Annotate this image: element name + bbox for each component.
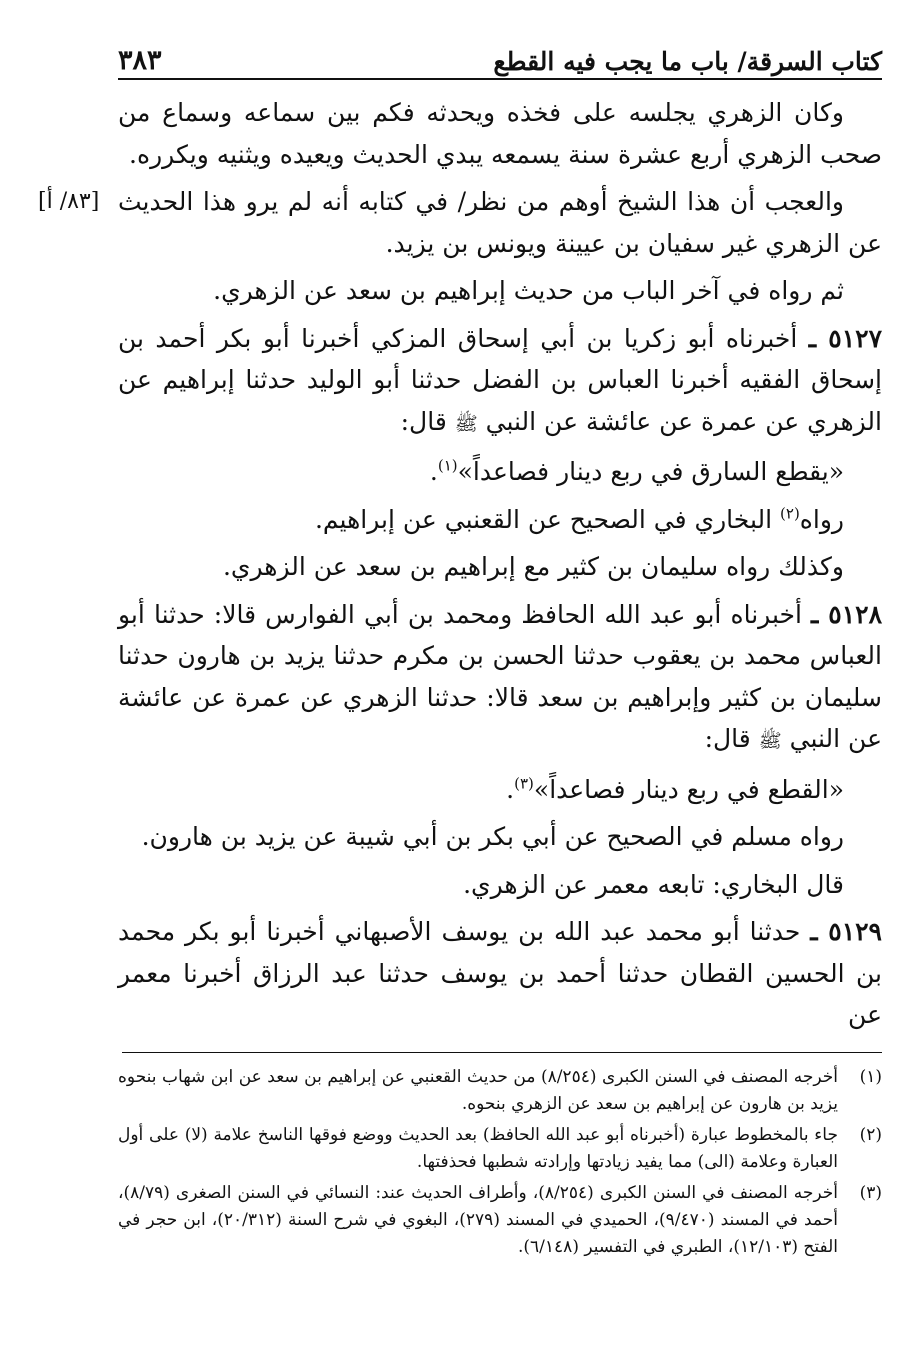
hadith-number: ٥١٢٧ ـ: [808, 323, 882, 353]
paragraph-text: وكذلك رواه سليمان بن كثير مع إبراهيم بن سعد عن الزهري.: [222, 552, 844, 581]
paragraph: [118, 499, 882, 541]
paragraph-text: والعجب أن هذا الشيخ أوهم من نظر/ في كتابه أنه لم يرو هذا الحديث عن الزهري غير سفيان بن عيينة ويونس بن يزيد.: [118, 187, 882, 258]
paragraph: [118, 546, 882, 588]
hadith-quote: [118, 769, 882, 811]
paragraph-text: ثم رواه في آخر الباب من حديث إبراهيم بن سعد عن الزهري.: [213, 276, 844, 305]
quote-text: «القطع في ربع دينار فصاعداً»: [533, 774, 844, 804]
footnote-label: (١): [859, 1067, 882, 1087]
footnote: [118, 1122, 882, 1176]
footnote-rule: [122, 1052, 882, 1053]
paragraph-text: رواه مسلم في الصحيح عن أبي بكر بن أبي شيبة عن يزيد بن هارون.: [141, 822, 844, 851]
page-header: [118, 34, 882, 74]
hadith-5127: [118, 318, 882, 446]
main-text: [38, 92, 882, 1042]
footnote-text: أخرجه المصنف في السنن الكبرى (٨/٢٥٤) من حديث القعنبي عن إبراهيم بن سعد عن ابن شهاب بنحوه يزيد بن هارون عن إبراهيم بن سعد عن الزهري بنحوه.: [118, 1067, 838, 1114]
paragraph: [118, 92, 882, 175]
salutation-glyph: ﷺ: [454, 412, 478, 435]
footnote: [118, 1180, 882, 1261]
hadith-5129: [118, 911, 882, 1036]
paragraph-text: رواه: [799, 504, 844, 534]
quote-text: «يقطع السارق في ربع دينار فصاعداً»: [457, 457, 844, 486]
end-dot: .: [506, 774, 515, 804]
qala-text: قال:: [400, 406, 447, 436]
end-dot: .: [429, 457, 438, 486]
salutation-glyph: ﷺ: [758, 730, 782, 752]
footnote-ref: (٣): [514, 774, 534, 793]
footnote-label: (٢): [859, 1125, 882, 1145]
hadith-number: ٥١٢٨ ـ: [811, 599, 882, 629]
manuscript-folio-marker: [٨٣/ أ]: [38, 189, 100, 214]
hadith-number: ٥١٢٩ ـ: [810, 917, 882, 946]
paragraph: [118, 270, 882, 312]
footnote-ref: (٢): [780, 504, 800, 523]
qala-text: قال:: [704, 724, 751, 753]
paragraph: [118, 864, 882, 906]
footnote-text: جاء بالمخطوط عبارة (أخبرناه أبو عبد الله الحافظ) بعد الحديث ووضع فوقها الناسخ علامة (لا) على أول العبارة وعلامة (الى) مما يفيد زيادتها وإرادته شطبها فحذفتها.: [118, 1125, 838, 1172]
paragraph-text: البخاري في الصحيح عن القعنبي عن إبراهيم.: [314, 504, 773, 534]
footnote-ref: (١): [437, 456, 458, 475]
footnote: [118, 1064, 882, 1118]
running-head: كتاب السرقة/ باب ما يجب فيه القطع: [493, 47, 882, 76]
hadith-isnad: حدثنا أبو محمد عبد الله بن يوسف الأصبهاني أخبرنا أبو بكر محمد بن الحسين القطان حدثنا أحمد بن يوسف حدثنا عبد الرزاق أخبرنا معمر عن: [118, 917, 882, 1029]
paragraph: [38, 181, 882, 264]
footnotes: [118, 1064, 882, 1265]
paragraph-text: قال البخاري: تابعه معمر عن الزهري.: [463, 869, 844, 899]
paragraph-text: وكان الزهري يجلسه على فخذه ويحدثه فكم بين سماعه وسماع من صحب الزهري أربع عشرة سنة يسمعه يبدي الحديث ويعيده ويثنيه ويكرره.: [118, 98, 882, 169]
header-rule: [118, 78, 882, 80]
page-number: ٣٨٣: [118, 45, 162, 76]
hadith-5128: [118, 594, 882, 763]
hadith-isnad: أخبرناه أبو زكريا بن أبي إسحاق المزكي أخبرنا أبو بكر أحمد بن إسحاق الفقيه أخبرنا العباس بن الفضل حدثنا أبو الوليد حدثنا إبراهيم عن الزهري عن عمرة عن عائشة عن النبي: [118, 323, 882, 436]
hadith-quote: [118, 451, 882, 493]
paragraph: [118, 816, 882, 858]
footnote-text: أخرجه المصنف في السنن الكبرى (٨/٢٥٤)، وأطراف الحديث عند: النسائي في السنن الصغرى (٨/٧٩)، أحمد في المسند (٩/٤٧٠)، الحميدي في المسند (٢٧٩)، البغوي في شرح السنة (٢٠/٣١٢)، ابن حجر في الفتح (١٢/١٠٣)، الطبري في التفسير (٦/١٤٨).: [118, 1183, 838, 1257]
hadith-isnad: أخبرناه أبو عبد الله الحافظ ومحمد بن أبي الفوارس قالا: حدثنا أبو العباس محمد بن يعقوب حدثنا الحسن بن مكرم حدثنا يزيد بن هارون حدثنا سليمان بن كثير وإبراهيم بن سعد قالا: حدثنا الزهري عن عمرة عن عائشة عن النبي: [118, 599, 882, 753]
footnote-label: (٣): [859, 1183, 882, 1203]
